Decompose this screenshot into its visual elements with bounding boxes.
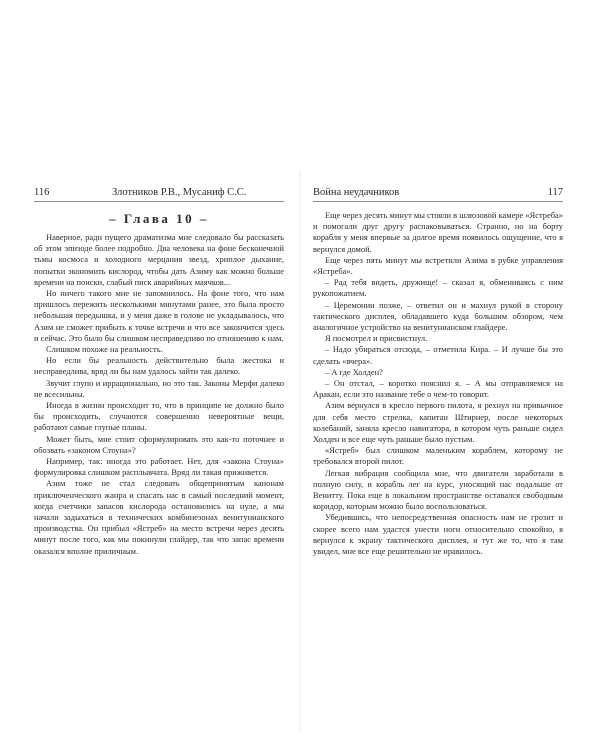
paragraph: «Ястреб» был слишком маленьким кораблем, которому не требовался второй пилот.	[313, 445, 563, 467]
right-page-number: 117	[547, 187, 563, 198]
paragraph: – Рад тебя видеть, дружище! – сказал я, обмениваясь с ним рукопожатием.	[313, 277, 563, 299]
left-page-number: 116	[34, 187, 50, 198]
paragraph: Но ничего такого мне не запомнилось. На фоне того, что нам пришлось пережить несколькими минутами ранее, это была просто небольшая передышка, и у меня даже в голове не укладывалось, что Азим не сможет прибыть к точке встречи и что все закончится здесь и сейчас. Это было бы слишком несправедливо по отношению к нам.	[34, 288, 284, 343]
right-page-body	[313, 210, 563, 557]
paragraph: – Надо убираться отсюда, – отметила Кира. – И лучше бы это сделать «вчера».	[313, 344, 563, 366]
paragraph: Слишком похоже на реальность.	[46, 344, 163, 355]
paragraph: Азим вернулся в кресло первого пилота, я рехнул на привычное для себя место стрелка, капитан Штирнер, после некоторых колебаний, заняла кресло навигатора, в котором чуть раньше сидел Холден и все еще чуть раньше было пустым.	[313, 400, 563, 445]
paragraph: Звучит глупо и иррационально, но это так. Законы Мерфи далеко не всесильны.	[34, 377, 284, 399]
paragraph: Легкая вибрация сообщила мне, что двигатели заработали в полную силу, и корабль лег на курс, уносящий нас подальше от Венитту. Пока еще в локальном пространстве оставался свободным коридор, которым можно было воспользоваться.	[313, 467, 563, 512]
left-page	[34, 187, 284, 557]
paragraph: Иногда в жизни происходит то, что в принципе не должно было бы происходить, случаются совершенно невероятные вещи, работают самые глупые планы.	[34, 400, 284, 433]
paragraph: Например, так: иногда это работает. Нет, для «закона Стоуна» формулировка слишком расплывчата. Вряд ли такая приживется.	[34, 456, 284, 478]
paragraph: Азим тоже не стал следовать общепринятым канонам приключенческого жанра и спасать нас в самый последний момент, когда счетчики запасов кислорода остановились на нуле, а мы начали задыхаться в технических комбинезонах венитунианского производства. Он прибыл «Ястреб» на место встречи через десять минут после того, как мы покинули глайдер, так что запас времени оказался вполне приличным.	[34, 478, 284, 556]
paragraph: Убедившись, что непосредственная опасность нам не грозит и скорее всего нам удастся унести ноги относительно спокойно, я вернулся к экрану тактического дисплея, и тут же то, что я там увидел, мне все еще решительно не нравилось.	[313, 512, 563, 557]
paragraph: Наверное, ради пущего драматизма мне следовало бы рассказать об этом эпизоде более подробно. Два человека на фоне бесконечной тьмы космоса и холодного мерцания звезд, хриплое дыхание, попытки экономить кислород, чтобы дать Азиму как можно больше времени на поиски, слабый писк аварийных маячков...	[34, 232, 284, 287]
left-running-head: Злотников Р.В., Мусаниф С.С.	[112, 187, 247, 198]
right-page	[313, 187, 563, 557]
paragraph: – Он отстал, – коротко пояснил я. – А мы отправляемся на Аракан, если это название тебе о чем-то говорит.	[313, 378, 563, 400]
left-page-header	[34, 187, 284, 202]
right-running-head: Война неудачников	[313, 187, 400, 198]
paragraph: Еще через пять минут мы встретили Азима в рубке управления «Ястреба».	[313, 254, 563, 277]
right-page-header	[313, 187, 563, 202]
paragraph: – Церемонии позже, – ответил он и махнул рукой в сторону тактического дисплея, обладавшего куда большим обзором, чем аналогичное устройство на венитунианском глайдере.	[313, 299, 563, 333]
left-page-body	[34, 232, 284, 557]
paragraph: Еще через десять минут мы стояли в шлюзовой камере «Ястреба» и помогали друг другу распаковываться. Странно, но на борту корабля у меня впервые за долгое время появилось ощущение, что я вернулся домой.	[313, 210, 563, 254]
chapter-title: – Глава 10 –	[109, 211, 209, 226]
paragraph: Может быть, мне стоит сформулировать это как-то поточнее и обозвать «законом Стоуна»?	[34, 433, 284, 455]
paragraph: Я посмотрел и присвистнул.	[325, 333, 428, 344]
paragraph: – А где Холден?	[325, 366, 383, 377]
paragraph: Но если бы реальность действительно была жестока и несправедлива, вряд ли бы нам удалось зайти так далеко.	[34, 355, 284, 377]
book-gutter	[299, 170, 301, 730]
